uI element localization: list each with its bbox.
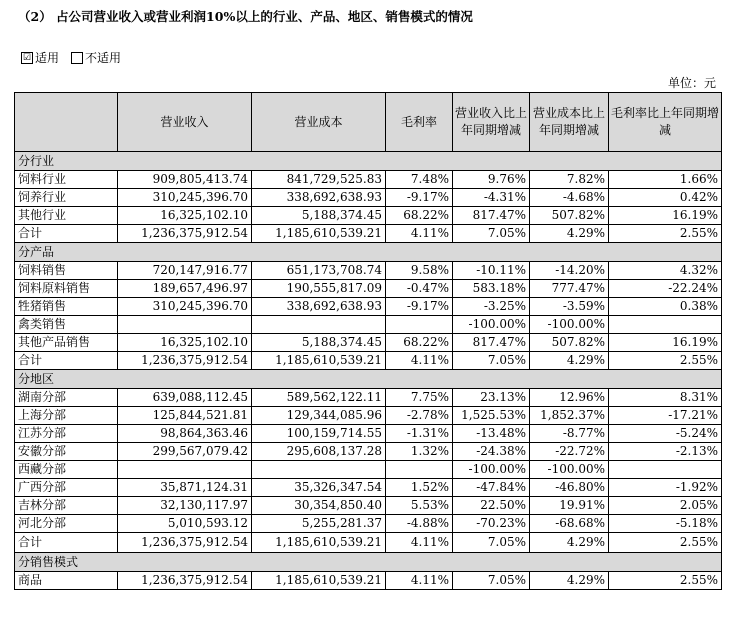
applicable-checkbox[interactable]: ☑ xyxy=(22,52,32,63)
table-cell: 295,608,137.28 xyxy=(252,443,386,461)
table-cell: 1,236,375,912.54 xyxy=(118,572,252,590)
table-cell: 5,010,593.12 xyxy=(118,515,252,533)
table-cell: 5,188,374.45 xyxy=(252,334,386,352)
table-cell: 507.82% xyxy=(530,207,609,225)
table-cell: 35,871,124.31 xyxy=(118,479,252,497)
table-cell: 16.19% xyxy=(609,334,722,352)
table-cell: 7.05% xyxy=(453,533,530,553)
table-cell: 1,852.37% xyxy=(530,407,609,425)
table-cell: 1,236,375,912.54 xyxy=(118,352,252,370)
section-title: 分产品 xyxy=(15,243,722,262)
section-title: 分地区 xyxy=(15,370,722,389)
table-cell: 7.75% xyxy=(386,389,453,407)
table-row xyxy=(15,225,722,243)
table-cell: 7.48% xyxy=(386,171,453,189)
table-cell: 4.32% xyxy=(609,262,722,280)
table-row xyxy=(15,497,722,515)
table-cell: 651,173,708.74 xyxy=(252,262,386,280)
table-cell: 32,130,117.97 xyxy=(118,497,252,515)
header-gross-margin: 毛利率 xyxy=(386,93,453,152)
not-applicable-label: 不适用 xyxy=(85,51,122,65)
table-cell: 338,692,638.93 xyxy=(252,298,386,316)
table-cell: 4.29% xyxy=(530,572,609,590)
table-cell: 125,844,521.81 xyxy=(118,407,252,425)
table-row xyxy=(15,334,722,352)
table-row xyxy=(15,262,722,280)
table-cell xyxy=(386,461,453,479)
table-cell: 2.05% xyxy=(609,497,722,515)
table-cell: -3.59% xyxy=(530,298,609,316)
row-label: 合计 xyxy=(15,225,118,243)
table-row xyxy=(15,298,722,316)
table-cell: 16,325,102.10 xyxy=(118,207,252,225)
header-margin-yoy: 毛利率比上年同期增减 xyxy=(609,93,722,152)
applicable-label: 适用 xyxy=(35,51,60,65)
table-cell: -4.31% xyxy=(453,189,530,207)
table-cell: 1,236,375,912.54 xyxy=(118,225,252,243)
table-cell: -4.68% xyxy=(530,189,609,207)
table-cell: 1,185,610,539.21 xyxy=(252,572,386,590)
table-cell: -1.31% xyxy=(386,425,453,443)
table-row xyxy=(15,207,722,225)
table-cell: 720,147,916.77 xyxy=(118,262,252,280)
table-cell: 310,245,396.70 xyxy=(118,298,252,316)
table-cell: 16,325,102.10 xyxy=(118,334,252,352)
row-label: 上海分部 xyxy=(15,407,118,425)
table-cell: -5.24% xyxy=(609,425,722,443)
header-cost-yoy: 营业成本比上年同期增减 xyxy=(530,93,609,152)
table-row xyxy=(15,515,722,533)
table-cell: -100.00% xyxy=(530,461,609,479)
table-row xyxy=(15,352,722,370)
table-row xyxy=(15,533,722,553)
row-label: 牲猪销售 xyxy=(15,298,118,316)
not-applicable-checkbox[interactable] xyxy=(71,52,83,64)
table-cell: 4.29% xyxy=(530,533,609,553)
table-cell: 5,255,281.37 xyxy=(252,515,386,533)
table-cell: 19.91% xyxy=(530,497,609,515)
table-cell: -100.00% xyxy=(453,461,530,479)
table-cell: 1,185,610,539.21 xyxy=(252,533,386,553)
section-heading: （2） 占公司营业收入或营业利润10%以上的行业、产品、地区、销售模式的情况 xyxy=(18,9,473,24)
table-cell: 4.11% xyxy=(386,572,453,590)
row-label: 河北分部 xyxy=(15,515,118,533)
table-cell: -22.24% xyxy=(609,280,722,298)
row-label: 饲料行业 xyxy=(15,171,118,189)
header-blank xyxy=(15,93,118,152)
header-cost: 营业成本 xyxy=(252,93,386,152)
section-row-sales-mode xyxy=(15,553,722,572)
table-cell: 7.05% xyxy=(453,225,530,243)
table-row xyxy=(15,389,722,407)
row-label: 其他产品销售 xyxy=(15,334,118,352)
table-cell: 7.82% xyxy=(530,171,609,189)
table-cell: 35,326,347.54 xyxy=(252,479,386,497)
table-cell: 1,185,610,539.21 xyxy=(252,352,386,370)
section-row-product xyxy=(15,243,722,262)
row-label: 广西分部 xyxy=(15,479,118,497)
table-cell: 7.05% xyxy=(453,352,530,370)
section-row-region xyxy=(15,370,722,389)
table-header-row xyxy=(15,93,722,152)
table-cell: 190,555,817.09 xyxy=(252,280,386,298)
table-cell: 817.47% xyxy=(453,334,530,352)
table-cell: 4.11% xyxy=(386,352,453,370)
table-cell: 299,567,079.42 xyxy=(118,443,252,461)
table-cell: -10.11% xyxy=(453,262,530,280)
table-cell: 777.47% xyxy=(530,280,609,298)
table-cell: -4.88% xyxy=(386,515,453,533)
table-cell: -9.17% xyxy=(386,189,453,207)
table-cell: -17.21% xyxy=(609,407,722,425)
table-row xyxy=(15,280,722,298)
table-row xyxy=(15,461,722,479)
table-cell xyxy=(118,461,252,479)
table-cell: -100.00% xyxy=(453,316,530,334)
row-label: 江苏分部 xyxy=(15,425,118,443)
section-title: 分销售模式 xyxy=(15,553,722,572)
table-cell xyxy=(609,461,722,479)
table-row xyxy=(15,479,722,497)
table-cell: 310,245,396.70 xyxy=(118,189,252,207)
table-cell: 30,354,850.40 xyxy=(252,497,386,515)
table-cell xyxy=(386,316,453,334)
table-cell: 507.82% xyxy=(530,334,609,352)
row-label: 其他行业 xyxy=(15,207,118,225)
table-cell xyxy=(609,316,722,334)
table-cell: 5.53% xyxy=(386,497,453,515)
section-row-industry xyxy=(15,152,722,171)
row-label: 禽类销售 xyxy=(15,316,118,334)
table-row xyxy=(15,407,722,425)
table-cell: 9.58% xyxy=(386,262,453,280)
table-cell: -68.68% xyxy=(530,515,609,533)
row-label: 饲料原料销售 xyxy=(15,280,118,298)
table-row xyxy=(15,316,722,334)
table-cell: 4.29% xyxy=(530,352,609,370)
row-label: 合计 xyxy=(15,352,118,370)
table-cell: 68.22% xyxy=(386,207,453,225)
table-cell: 1.32% xyxy=(386,443,453,461)
revenue-breakdown-table xyxy=(14,92,722,590)
table-cell: 1,236,375,912.54 xyxy=(118,533,252,553)
table-cell: -2.78% xyxy=(386,407,453,425)
table-cell: 100,159,714.55 xyxy=(252,425,386,443)
table-cell: 2.55% xyxy=(609,352,722,370)
table-cell: 12.96% xyxy=(530,389,609,407)
table-cell: 1,185,610,539.21 xyxy=(252,225,386,243)
table-cell: 22.50% xyxy=(453,497,530,515)
table-cell: 189,657,496.97 xyxy=(118,280,252,298)
section-title: 分行业 xyxy=(15,152,722,171)
table-cell: -0.47% xyxy=(386,280,453,298)
table-cell: -5.18% xyxy=(609,515,722,533)
applicability-options xyxy=(21,49,121,66)
table-cell: 1,525.53% xyxy=(453,407,530,425)
table-cell: 4.11% xyxy=(386,225,453,243)
table-cell xyxy=(252,461,386,479)
table-cell: 8.31% xyxy=(609,389,722,407)
table-cell xyxy=(118,316,252,334)
row-label: 安徽分部 xyxy=(15,443,118,461)
table-cell: -22.72% xyxy=(530,443,609,461)
table-cell: 338,692,638.93 xyxy=(252,189,386,207)
table-cell: 7.05% xyxy=(453,572,530,590)
table-cell: -1.92% xyxy=(609,479,722,497)
table-cell: -8.77% xyxy=(530,425,609,443)
table-cell: 2.55% xyxy=(609,225,722,243)
table-cell: -70.23% xyxy=(453,515,530,533)
table-row xyxy=(15,425,722,443)
table-cell: 4.29% xyxy=(530,225,609,243)
row-label: 西藏分部 xyxy=(15,461,118,479)
table-cell: -100.00% xyxy=(530,316,609,334)
row-label: 饲料销售 xyxy=(15,262,118,280)
header-revenue-yoy: 营业收入比上年同期增减 xyxy=(453,93,530,152)
table-cell: 0.42% xyxy=(609,189,722,207)
table-cell: 23.13% xyxy=(453,389,530,407)
table-cell: 98,864,363.46 xyxy=(118,425,252,443)
row-label: 饲养行业 xyxy=(15,189,118,207)
table-cell: 909,805,413.74 xyxy=(118,171,252,189)
table-cell: -3.25% xyxy=(453,298,530,316)
table-cell: 1.66% xyxy=(609,171,722,189)
table-cell: 583.18% xyxy=(453,280,530,298)
table-cell: 4.11% xyxy=(386,533,453,553)
table-cell: 1.52% xyxy=(386,479,453,497)
table-cell: -14.20% xyxy=(530,262,609,280)
table-cell: -47.84% xyxy=(453,479,530,497)
header-revenue: 营业收入 xyxy=(118,93,252,152)
table-cell: 5,188,374.45 xyxy=(252,207,386,225)
table-cell: 639,088,112.45 xyxy=(118,389,252,407)
table-cell: 2.55% xyxy=(609,533,722,553)
table-cell xyxy=(252,316,386,334)
table-cell: -46.80% xyxy=(530,479,609,497)
table-cell: 589,562,122.11 xyxy=(252,389,386,407)
table-cell: 129,344,085.96 xyxy=(252,407,386,425)
row-label: 商品 xyxy=(15,572,118,590)
table-cell: 68.22% xyxy=(386,334,453,352)
table-cell: 2.55% xyxy=(609,572,722,590)
row-label: 合计 xyxy=(15,533,118,553)
table-cell: -24.38% xyxy=(453,443,530,461)
table-cell: -2.13% xyxy=(609,443,722,461)
table-row xyxy=(15,443,722,461)
table-cell: 0.38% xyxy=(609,298,722,316)
table-row xyxy=(15,572,722,590)
table-cell: 817.47% xyxy=(453,207,530,225)
row-label: 湖南分部 xyxy=(15,389,118,407)
table-row xyxy=(15,189,722,207)
unit-label: 单位：元 xyxy=(667,76,716,90)
table-row xyxy=(15,171,722,189)
row-label: 吉林分部 xyxy=(15,497,118,515)
table-cell: -13.48% xyxy=(453,425,530,443)
table-cell: 16.19% xyxy=(609,207,722,225)
table-cell: 841,729,525.83 xyxy=(252,171,386,189)
table-cell: 9.76% xyxy=(453,171,530,189)
table-cell: -9.17% xyxy=(386,298,453,316)
